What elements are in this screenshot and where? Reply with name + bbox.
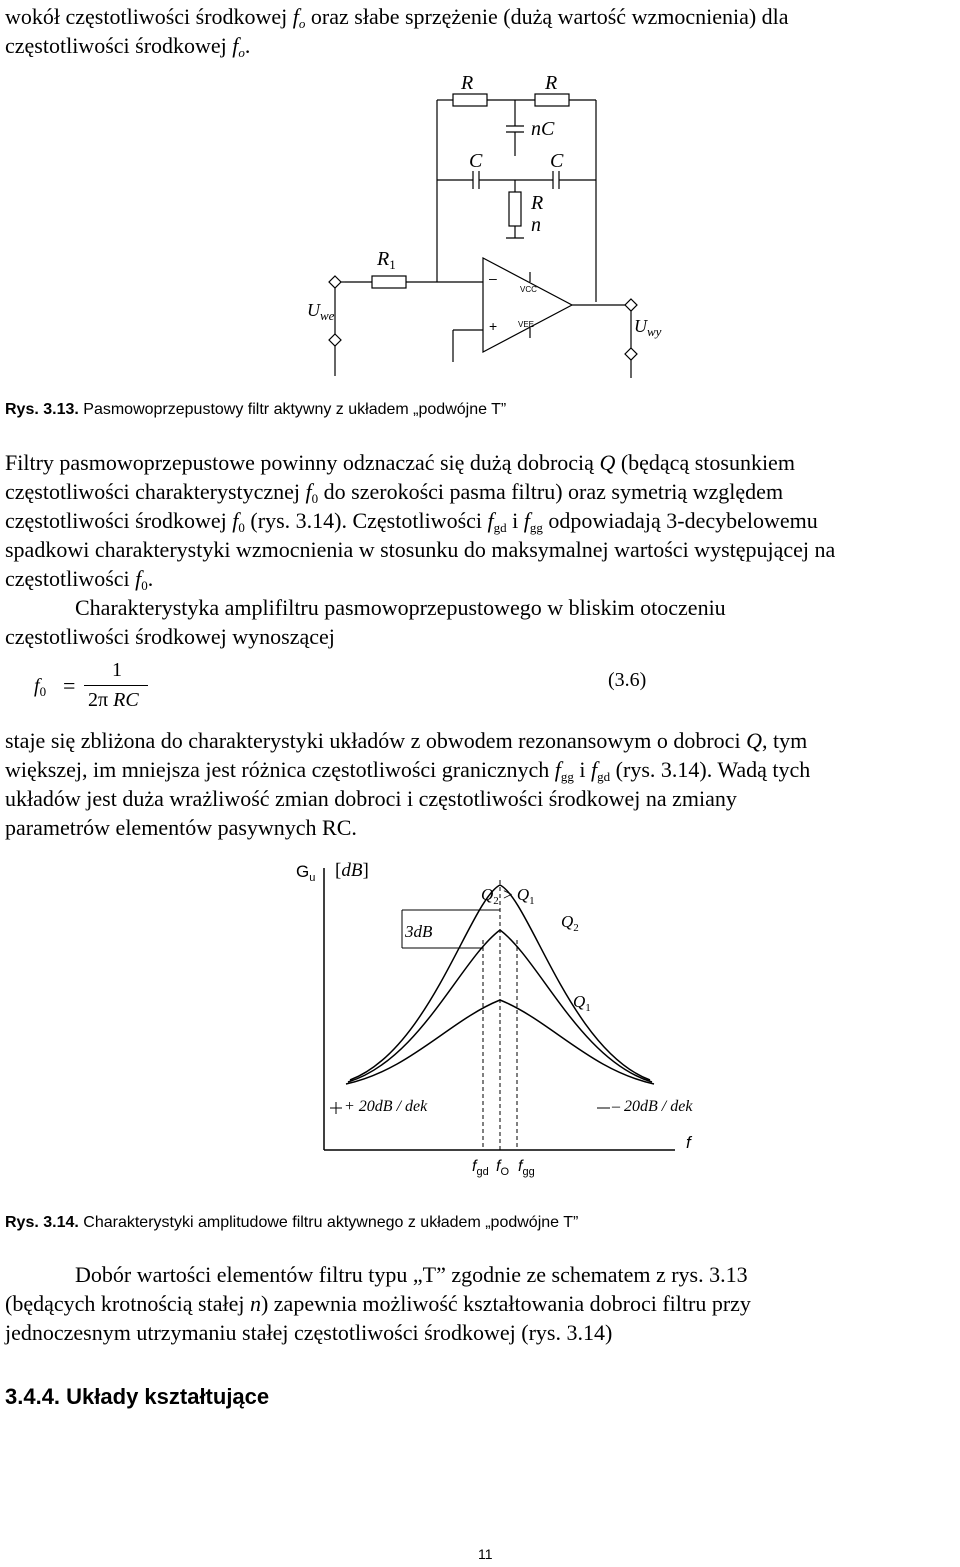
label-q2: $Q_2$ xyxy=(561,912,579,934)
intro-text: wokół częstotliwości środkowej xyxy=(5,4,293,29)
paragraph-3: staje się zbliżona do charakterystyki układów z obwodem rezonansowym o dobroci Q, tym większej, im mniejsza jest różnica częstotliwości granicznych $f_{gg}$ i $f_{gd}$ (rys. 3.14). Wadą tych układów jest duża wrażliwość zmian dobroci i częstotliwości środkowej na zmiany parametrów elementów pasywnych RC. xyxy=(5,728,811,840)
intro-text: częstotliwości środkowej xyxy=(5,33,233,58)
f-symbol: f xyxy=(232,33,239,58)
label-gu: $G_u$ xyxy=(296,862,316,884)
opamp-vcc: VCC xyxy=(520,285,537,294)
label-Rn-R: R xyxy=(531,192,544,214)
label-R1: $R_1$ xyxy=(377,248,396,272)
label-C-right: C xyxy=(550,150,564,172)
intro-text: oraz słabe sprzężenie (dużą wartość wzmocnienia) dla xyxy=(305,4,789,29)
subscript: o xyxy=(238,45,245,60)
opamp-plus: + xyxy=(489,318,498,334)
opamp-minus: – xyxy=(489,270,497,286)
label-q2-gt-q1: $Q_2 > Q_1$ xyxy=(481,885,535,907)
label-slope-right: – 20dB / dek xyxy=(612,1098,693,1115)
label-Uwe: $U_{we}$ xyxy=(307,300,335,323)
label-fgd: $f_{gd}$ xyxy=(472,1158,489,1178)
figure-caption-3-13: Rys. 3.13. Pasmowoprzepustowy filtr aktywny z układem „podwójne T” xyxy=(5,401,507,418)
paragraph-1: Filtry pasmowoprzepustowe powinny odznaczać się dużą dobrocią Q (będącą stosunkiem częstotliwości charakterystycznej $f_0$ do szerokości pasma filtru) oraz symetrią względem częstotliwości środkowej $f_0$ (rys. 3.14). Częstotliwości $f_{gd}$ i $f_{gg}$ odpowiadają 3-decybelowemu spadkowi charakterystyki wzmocnienia w stosunku do maksymalnej wartości występującej na częstotliwości $f_0$. xyxy=(5,450,836,593)
subscript: o xyxy=(298,16,306,31)
label-nC: nC xyxy=(531,118,555,140)
label-fo: $f_O$ xyxy=(496,1158,510,1178)
label-q1: $Q_1$ xyxy=(573,992,591,1014)
intro-line-2: częstotliwości środkowej $f_o$. xyxy=(5,33,251,60)
page-number: 11 xyxy=(478,1546,493,1562)
opamp-vee: VEE xyxy=(518,320,535,329)
label-fgg: $f_{gg}$ xyxy=(518,1158,535,1178)
figure-caption-3-14: Rys. 3.14. Charakterystyki amplitudowe filtru aktywnego z układem „podwójne T” xyxy=(5,1214,579,1231)
paragraph-4: Dobór wartości elementów filtru typu „T” zgodnie ze schematem z rys. 3.13 (będących krotnością stałej n) zapewnia możliwość kształtowania dobroci filtru przy jednoczesnym utrzymaniu stałej częstotliwości środkowej (rys. 3.14) xyxy=(5,1262,751,1345)
label-3db: 3dB xyxy=(405,922,433,941)
label-Uwy: $U_{wy}$ xyxy=(634,316,662,339)
f-symbol: f xyxy=(292,4,299,29)
label-Rn-n: n xyxy=(531,214,541,236)
label-db-unit: [dB] xyxy=(335,860,369,881)
section-heading: 3.4.4. Układy kształtujące xyxy=(5,1384,270,1409)
paragraph-2: Charakterystyka amplifiltru pasmowoprzepustowego w bliskim otoczeniu częstotliwości środkowej wynoszącej xyxy=(5,595,726,649)
label-R-left: R xyxy=(461,72,474,94)
equation-number: (3.6) xyxy=(608,669,647,691)
label-C-left: C xyxy=(469,150,483,172)
label-R-right: R xyxy=(545,72,558,94)
label-slope-left: + 20dB / dek xyxy=(344,1098,428,1115)
label-axis-f: f xyxy=(686,1133,691,1152)
formula-3-6: $f_0$ = 1 2π RC (3.6) xyxy=(34,659,647,711)
